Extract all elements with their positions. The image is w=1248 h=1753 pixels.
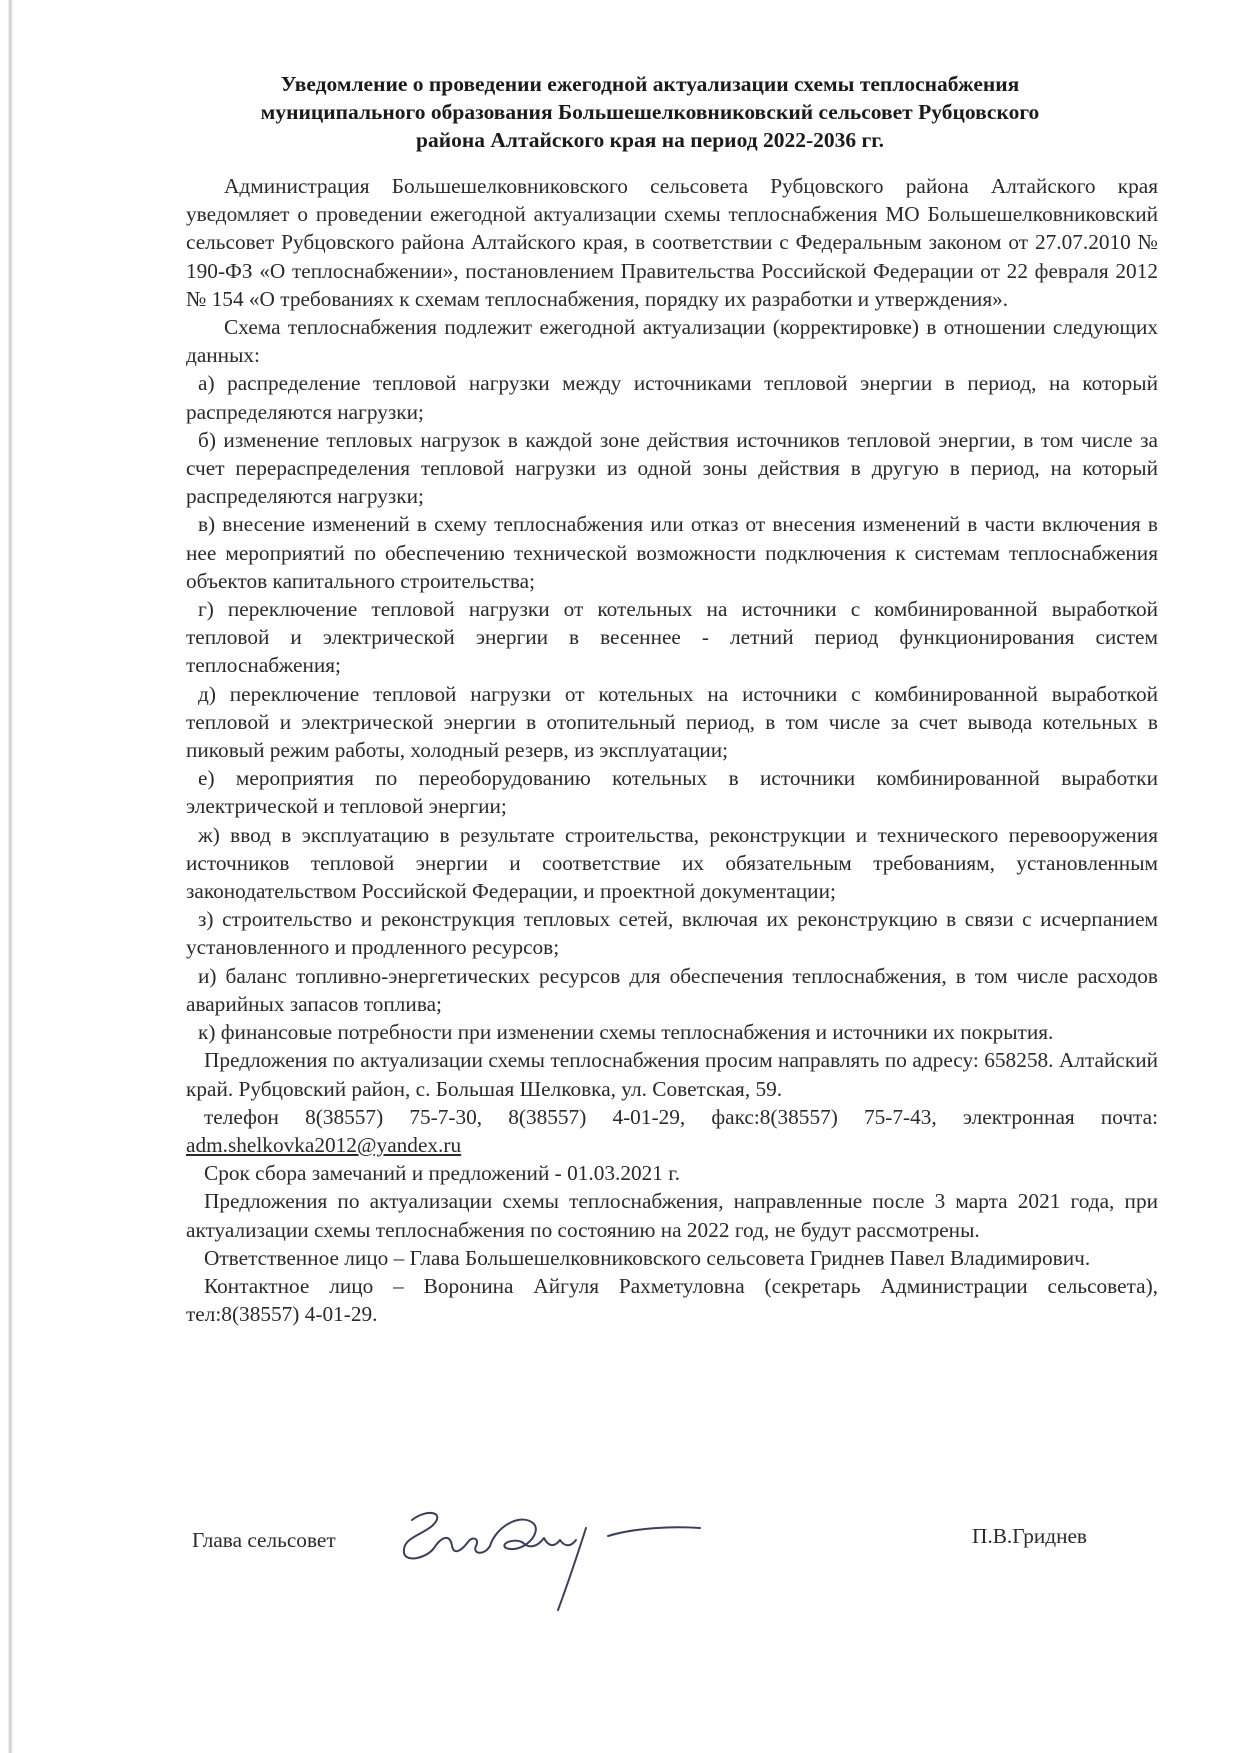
email-link[interactable]: adm.shelkovka2012@yandex.ru: [186, 1132, 462, 1157]
scan-edge-shadow: [8, 0, 14, 1753]
responsible-person-paragraph: Ответственное лицо – Глава Большешелковниковского сельсовета Гриднев Павел Владимирович.: [204, 1245, 1091, 1270]
handwritten-signature: [372, 1498, 702, 1618]
contact-person-paragraph: Контактное лицо – Воронина Айгуля Рахметуловна (секретарь Администрации сельсовета), тел:8(38557) 4-01-29.: [186, 1273, 1158, 1327]
title-line: муниципального образования Большешелковниковский сельсовет Рубцовского: [260, 100, 1040, 124]
signatory-name: П.В.Гриднев: [972, 1524, 1087, 1548]
list-item: в) внесение изменений в схему теплоснабжения или отказ от внесения изменений в части включения в нее мероприятий по обеспечению технической возможности подключения к системам теплоснабжения объектов капитального строительства;: [186, 512, 1158, 593]
scheme-intro-paragraph: Схема теплоснабжения подлежит ежегодной актуализации (корректировке) в отношении следующих данных:: [186, 315, 1158, 368]
phone-text: телефон 8(38557) 75-7-30, 8(38557) 4-01-29, факс:8(38557) 75-7-43, электронная почта:: [204, 1104, 1158, 1129]
document-body: [186, 172, 1158, 1328]
address-paragraph: Предложения по актуализации схемы теплоснабжения просим направлять по адресу: 658258. Алтайский край. Рубцовский район, с. Большая Шелковка, ул. Советская, 59.: [186, 1048, 1158, 1101]
intro-paragraph: Администрация Большешелковниковского сельсовета Рубцовского района Алтайского края уведомляет о проведении ежегодной актуализации схемы теплоснабжения МО Большешелковниковский сельсовет Рубцовского района Алтайского края, в соответствии с Федеральным законом от 27.07.2010 № 190-ФЗ «О теплоснабжении», постановлением Правительства Российской Федерации от 22 февраля 2012 № 154 «О требованиях к схемам теплоснабжения, порядку их разработки и утверждения».: [186, 174, 1158, 311]
phone-paragraph: [186, 1103, 1158, 1159]
list-item: б) изменение тепловых нагрузок в каждой зоне действия источников тепловой энергии, в том числе за счет перераспределения тепловой нагрузки из одной зоны действия в другую в период, на который распределяются нагрузки;: [186, 427, 1158, 509]
list-item: г) переключение тепловой нагрузки от котельных на источники с комбинированной выработкой тепловой и электрической энергии в весеннее - летний период функционирования систем теплоснабжения;: [186, 597, 1158, 678]
list-item: и) баланс топливно-энергетических ресурсов для обеспечения теплоснабжения, в том числе расходов аварийных запасов топлива;: [186, 963, 1158, 1016]
late-notice-paragraph: Предложения по актуализации схемы теплоснабжения, направленные после 3 марта 2021 года, при актуализации схемы теплоснабжения по состоянию на 2022 год, не будут рассмотрены.: [186, 1189, 1158, 1242]
list-item: з) строительство и реконструкция тепловых сетей, включая их реконструкцию в связи с исчерпанием установленного и продленного ресурсов;: [186, 907, 1158, 960]
title-line: Уведомление о проведении ежегодной актуализации схемы теплоснабжения: [280, 72, 1020, 96]
document-title: [170, 70, 1130, 154]
list-item: а) распределение тепловой нагрузки между источниками тепловой энергии в период, на который распределяются нагрузки;: [186, 371, 1158, 424]
title-line: района Алтайского края на период 2022-2036 гг.: [416, 128, 884, 152]
list-item: ж) ввод в эксплуатацию в результате строительства, реконструкции и технического перевооружения источников тепловой энергии и соответствие их обязательным требованиям, установленным законодательством Российской Федерации, и проектной документации;: [186, 822, 1158, 904]
signature-block: [192, 1498, 1152, 1618]
list-item: д) переключение тепловой нагрузки от котельных на источники с комбинированной выработкой тепловой и электрической энергии в отопительный период, в том числе за счет вывода котельных в пиковый режим работы, холодный резерв, из эксплуатации;: [186, 681, 1158, 763]
deadline-paragraph: Срок сбора замечаний и предложений - 01.03.2021 г.: [204, 1161, 680, 1186]
list-item: е) мероприятия по переоборудованию котельных в источники комбинированной выработки электрической и тепловой энергии;: [186, 766, 1158, 819]
list-item: к) финансовые потребности при изменении схемы теплоснабжения и источники их покрытия.: [198, 1020, 1054, 1045]
signatory-position: Глава сельсовет: [192, 1528, 336, 1552]
